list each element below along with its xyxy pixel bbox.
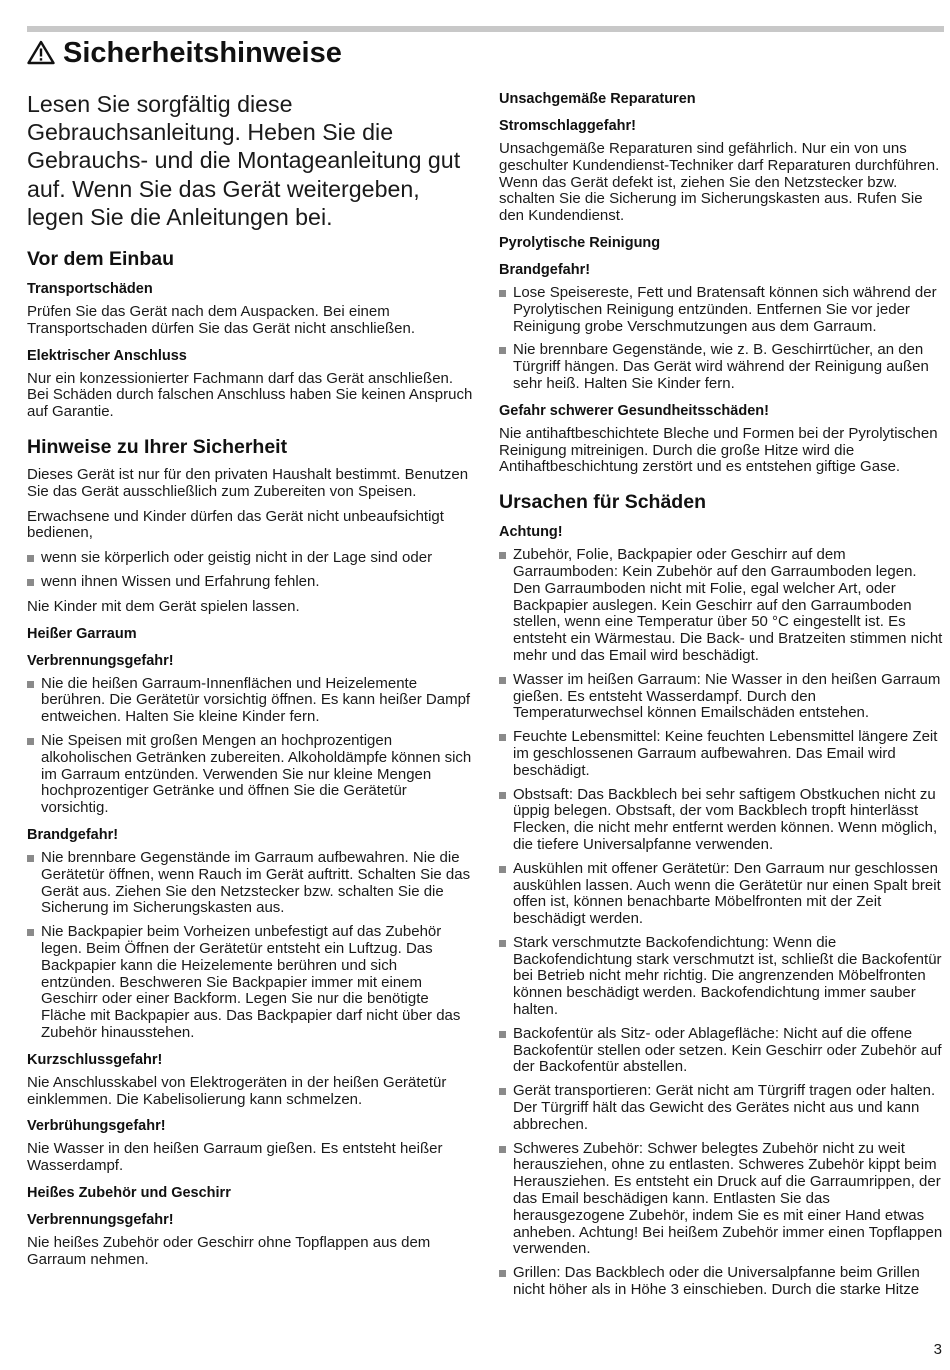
list-item: Stark verschmutzte Backofendichtung: Wenn die Backofendichtung stark verschmutzt ist, schließt die Backofentür bei Betrieb nicht mehr richtig. Die angrenzenden Möbelfronten können beschädigt werden. Backofendichtung immer sauber halten. [499, 935, 944, 1019]
list-item: Lose Speisereste, Fett und Bratensaft können sich während der Pyrolytischen Reinigung entzünden. Entfernen Sie vor jeder Reinigung grobe Verschmutzungen aus dem Garraum. [499, 285, 944, 335]
subheading-elektrischer-anschluss: Elektrischer Anschluss [27, 347, 187, 364]
subheading-heisser-garraum: Heißer Garraum [27, 625, 137, 642]
subheading-gesundheitsschaeden: Gefahr schwerer Gesundheitsschäden! [499, 402, 769, 419]
header-rule [27, 26, 944, 32]
subheading-transportschaeden: Transportschäden [27, 281, 153, 298]
list-item: wenn ihnen Wissen und Erfahrung fehlen. [27, 574, 475, 591]
subheading-verbrennungsgefahr-zubehoer: Verbrennungsgefahr! [27, 1211, 174, 1228]
list-item: Nie brennbare Gegenstände, wie z. B. Geschirrtücher, an den Türgriff hängen. Das Gerät wird während der Reinigung außen sehr heiß. Halten Sie Kinder fern. [499, 342, 944, 392]
list-brandgefahr [27, 850, 475, 1042]
text-verbrennungsgefahr-zubehoer: Nie heißes Zubehör oder Geschirr ohne Topflappen aus dem Garraum nehmen. [27, 1233, 431, 1268]
text-transportschaeden: Prüfen Sie das Gerät nach dem Auspacken. Bei einem Transportschaden dürfen Sie das Gerät nicht anschließen. [27, 303, 415, 337]
list-item: Obstsaft: Das Backblech bei sehr saftigem Obstkuchen nicht zu üppig belegen. Obstsaft, der vom Backblech tropft hinterlässt Flecken, die nicht mehr entfernt werden können. Wenn möglich, die tiefere Universalpfanne verwenden. [499, 787, 944, 854]
text-stromschlaggefahr: Unsachgemäße Reparaturen sind gefährlich. Nur ein von uns geschulter Kundendienst-Techniker darf Reparaturen durchführen. Wenn das Gerät defekt ist, ziehen Sie den Netzstecker bzw. schalten Sie die Sicherung im Sicherungskasten aus. Rufen Sie den Kundendienst. [499, 140, 940, 225]
text-elektrischer-anschluss: Nur ein konzessionierter Fachmann darf das Gerät anschließen. Bei Schäden durch falschen Anschluss haben Sie keinen Anspruch auf Garantie. [27, 369, 473, 421]
subheading-pyrolytische-reinigung: Pyrolytische Reinigung [499, 234, 661, 251]
page-title-text: Sicherheitshinweise [63, 37, 342, 69]
list-item: Gerät transportieren: Gerät nicht am Türgriff tragen oder halten. Der Türgriff hält das Gewicht des Gerätes nicht aus und kann abbrechen. [499, 1083, 944, 1133]
heading-ursachen-schaeden: Ursachen für Schäden [499, 491, 706, 514]
subheading-reparaturen: Unsachgemäße Reparaturen [499, 91, 696, 107]
list-item: Grillen: Das Backblech oder die Universalpfanne beim Grillen nicht höher als in Höhe 3 einschieben. Durch die starke Hitze [499, 1265, 944, 1299]
list-item: Nie die heißen Garraum-Innenflächen und Heizelemente berühren. Die Gerätetür vorsichtig öffnen. Es kann heißer Dampf entweichen. Halten Sie kleine Kinder fern. [27, 676, 475, 726]
list-item: Auskühlen mit offener Gerätetür: Den Garraum nur geschlossen auskühlen lassen. Auch wenn die Gerätetür nur einen Spalt breit offen ist, können benachbarte Möbelfronten mit der Zeit beschädigt werden. [499, 861, 944, 928]
list-item: Zubehör, Folie, Backpapier oder Geschirr auf dem Garraumboden: Kein Zubehör auf den Garraumboden legen. Den Garraumboden nicht mit Folie, egal welcher Art, oder Backpapier auslegen. Kein Geschirr auf den Garraumboden stellen, wenn eine Temperatur über 50 °C eingestellt ist. Es entsteht ein Wärmestau. Die Back- und Bratzeiten stimmen nicht mehr und das Email wird beschädigt. [499, 547, 944, 665]
text-kinder-spielen: Nie Kinder mit dem Gerät spielen lassen. [27, 597, 300, 615]
list-item: wenn sie körperlich oder geistig nicht in der Lage sind oder [27, 550, 475, 567]
subheading-brandgefahr: Brandgefahr! [27, 826, 119, 843]
list-item: Feuchte Lebensmittel: Keine feuchten Lebensmittel längere Zeit im geschlossenen Garraum aufbewahren. Das Email wird beschädigt. [499, 729, 944, 779]
text-erwachsene-kinder: Erwachsene und Kinder dürfen das Gerät nicht unbeaufsichtigt bedienen, [27, 507, 444, 542]
list-item: Schweres Zubehör: Schwer belegtes Zubehör nicht zu weit herausziehen, ohne zu entlasten. Schweres Zubehör kippt beim Herausziehen. Es entsteht ein Druck auf die Garraumrippen, der das Email beschädigen kann. Entlasten Sie das herausgezogene Zubehör, indem Sie es mit einer Hand etwas anheben. Achtung! Bei heißem Zubehör immer einen Topflappen verwenden. [499, 1141, 944, 1259]
subheading-stromschlaggefahr: Stromschlaggefahr! [499, 118, 636, 134]
text-verbruehungsgefahr: Nie Wasser in den heißen Garraum gießen. Es entsteht heißer Wasserdampf. [27, 1140, 443, 1175]
intro-text: Lesen Sie sorgfältig diese Gebrauchsanleitung. Heben Sie die Gebrauchs- und die Montageanleitung gut auf. Wenn Sie das Gerät weitergeben, legen Sie die Anleitungen bei. [27, 91, 461, 230]
list-item: Wasser im heißen Garraum: Nie Wasser in den heißen Garraum gießen. Es entsteht Wasserdampf. Durch den Temperaturwechsel können Emailschäden entstehen. [499, 672, 944, 722]
text-kurzschlussgefahr: Nie Anschlusskabel von Elektrogeräten in der heißen Gerätetür einklemmen. Die Kabelisolierung kann schmelzen. [27, 1073, 447, 1108]
page-title [27, 34, 342, 72]
warning-triangle-icon [27, 40, 55, 65]
list-verbrennungsgefahr [27, 676, 475, 817]
list-item: Backofentür als Sitz- oder Ablagefläche: Nicht auf die offene Backofentür stellen oder setzen. Kein Geschirr oder Zubehör auf der Backofentür abstellen. [499, 1026, 944, 1076]
page-number: 3 [933, 1341, 942, 1358]
right-column [499, 90, 944, 1307]
list-aufsicht [27, 550, 475, 591]
list-item: Nie brennbare Gegenstände im Garraum aufbewahren. Nie die Gerätetür öffnen, wenn Rauch im Gerät auftritt. Schalten Sie das Gerät aus. Ziehen Sie den Netzstecker bzw. schalten Sie die Sicherung im Sicherungskasten aus. [27, 850, 475, 917]
heading-hinweise-sicherheit: Hinweise zu Ihrer Sicherheit [27, 436, 288, 458]
subheading-kurzschlussgefahr: Kurzschlussgefahr! [27, 1051, 163, 1068]
subheading-brandgefahr-pyrolyse: Brandgefahr! [499, 261, 591, 278]
text-gesundheitsschaeden: Nie antihaftbeschichtete Bleche und Formen bei der Pyrolytischen Reinigung mitreinigen. Durch die große Hitze wird die Antihaftbeschichtung zerstört und es entstehen giftige Gase. [499, 424, 938, 476]
left-column [27, 90, 475, 1277]
subheading-heisses-zubehoer: Heißes Zubehör und Geschirr [27, 1184, 231, 1201]
text-haushalt: Dieses Gerät ist nur für den privaten Haushalt bestimmt. Benutzen Sie das Gerät ausschließlich zum Zubereiten von Speisen. [27, 466, 469, 500]
heading-vor-dem-einbau: Vor dem Einbau [27, 248, 174, 271]
list-item: Nie Speisen mit großen Mengen an hochprozentigen alkoholischen Getränken zubereiten. Alkoholdämpfe können sich im Garraum entzünden. Verwenden Sie nur kleine Mengen hochprozentiger Getränke und öffnen Sie die Gerätetür vorsichtig. [27, 733, 475, 817]
list-ursachen [499, 547, 944, 1299]
list-brandgefahr-pyrolyse [499, 285, 944, 393]
subheading-verbrennungsgefahr: Verbrennungsgefahr! [27, 652, 174, 669]
subheading-verbruehungsgefahr: Verbrühungsgefahr! [27, 1118, 166, 1135]
subheading-achtung: Achtung! [499, 524, 563, 541]
list-item: Nie Backpapier beim Vorheizen unbefestigt auf das Zubehör legen. Beim Öffnen der Gerätetür entsteht ein Luftzug. Das Backpapier kann die Heizelemente berühren und sich entzünden. Beschweren Sie Backpapier immer mit einem Geschirr oder einer Backform. Legen Sie nur die benötigte Fläche mit Backpapier aus. Das Backpapier darf nicht über das Zubehör hinausstehen. [27, 924, 475, 1042]
